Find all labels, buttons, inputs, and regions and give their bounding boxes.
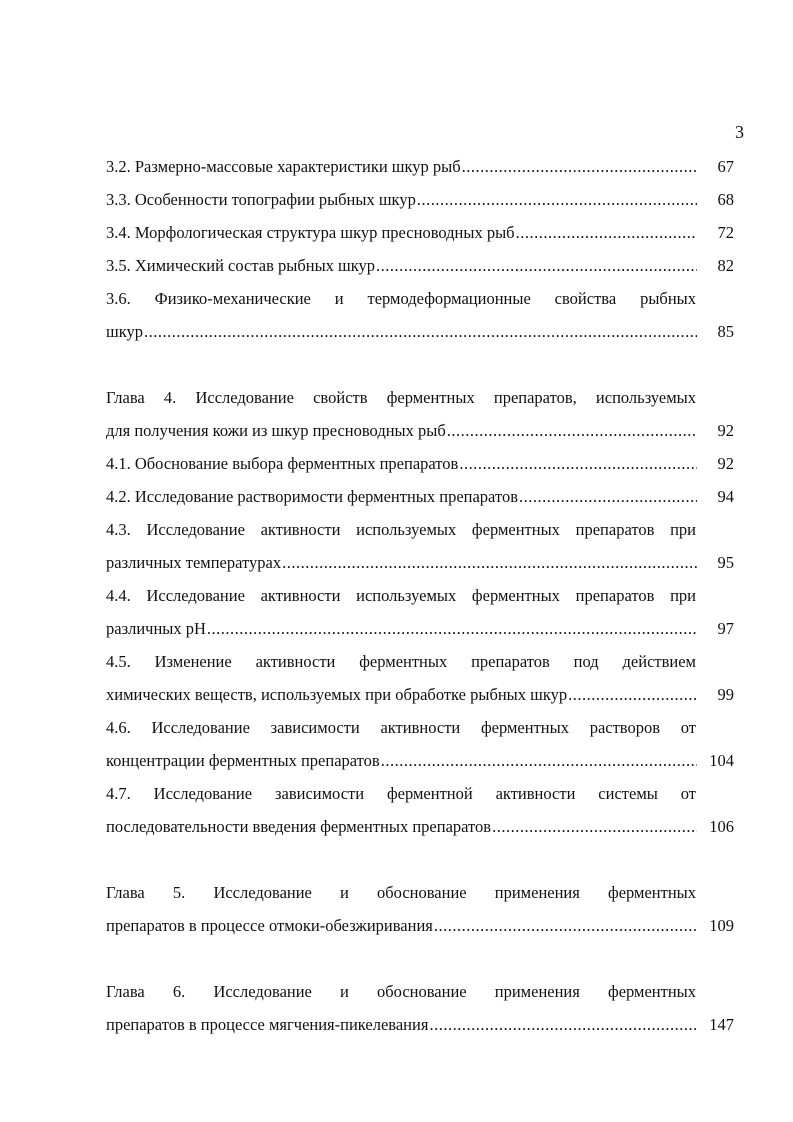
toc-page-number: 97: [717, 619, 734, 638]
toc-page-number: 95: [717, 553, 734, 572]
toc-entry-4-4[interactable]: [106, 579, 734, 645]
toc-entry-title: шкур: [106, 322, 143, 341]
toc-page-number: 82: [717, 256, 734, 275]
toc-entry-chapter-6[interactable]: [106, 975, 734, 1041]
toc-entry-title: для получения кожи из шкур пресноводных рыб: [106, 421, 446, 440]
toc-entry-4-2[interactable]: [106, 480, 734, 513]
toc-entry-title-lead: Глава 5. Исследование и обоснование применения ферментных: [106, 883, 696, 902]
toc-entry-title: 3.5. Химический состав рыбных шкур: [106, 256, 376, 275]
toc-entry-title: различных температурах: [106, 553, 282, 572]
toc-entry-title: последовательности введения ферментных препаратов: [106, 817, 492, 836]
toc-entry-title-lead: 4.3. Исследование активности используемых ферментных препаратов при: [106, 520, 696, 539]
toc-entry-title: 4.1. Обоснование выбора ферментных препаратов: [106, 454, 459, 473]
toc-entry-title: 4.2. Исследование растворимости ферментных препаратов: [106, 487, 518, 506]
toc-entry-title-lead: 4.4. Исследование активности используемых ферментных препаратов при: [106, 586, 696, 605]
toc-entry-title: препаратов в процессе мягчения-пикелевания: [106, 1015, 429, 1034]
dot-leader: [447, 414, 697, 447]
toc-page-number: 109: [709, 916, 734, 935]
dot-leader: [207, 612, 697, 645]
toc-entry-4-7[interactable]: [106, 777, 734, 843]
toc-entry-title: 3.4. Морфологическая структура шкур пресноводных рыб: [106, 223, 515, 242]
toc-entry-3-3[interactable]: [106, 183, 734, 216]
dot-leader: [492, 810, 697, 843]
toc-page-number: 68: [717, 190, 734, 209]
toc-entry-title: концентрации ферментных препаратов: [106, 751, 380, 770]
toc-page-number: 72: [717, 223, 734, 242]
toc-page-number: 92: [717, 454, 734, 473]
toc-entry-3-4[interactable]: [106, 216, 734, 249]
dot-leader: [282, 546, 697, 579]
toc-entry-title: различных рН: [106, 619, 206, 638]
toc-entry-3-2[interactable]: [106, 150, 734, 183]
toc-entry-chapter-5[interactable]: [106, 876, 734, 942]
toc-entry-4-3[interactable]: [106, 513, 734, 579]
toc-entry-chapter-4[interactable]: [106, 381, 734, 447]
dot-leader: [144, 315, 697, 348]
table-of-contents: [106, 150, 734, 1041]
toc-entry-title-lead: 3.6. Физико-механические и термодеформационные свойства рыбных: [106, 289, 696, 308]
dot-leader: [376, 249, 697, 282]
toc-page-number: 104: [709, 751, 734, 770]
toc-entry-3-6[interactable]: [106, 282, 734, 348]
dot-leader: [381, 744, 697, 777]
dot-leader: [429, 1008, 697, 1041]
dot-leader: [417, 183, 697, 216]
dot-leader: [516, 216, 697, 249]
toc-entry-title: химических веществ, используемых при обработке рыбных шкур: [106, 685, 568, 704]
dot-leader: [519, 480, 697, 513]
toc-entry-4-5[interactable]: [106, 645, 734, 711]
toc-entry-title-lead: 4.6. Исследование зависимости активности ферментных растворов от: [106, 718, 696, 737]
toc-page-number: 106: [709, 817, 734, 836]
toc-entry-title-lead: Глава 4. Исследование свойств ферментных препаратов, используемых: [106, 388, 696, 407]
toc-page-number: 67: [717, 157, 734, 176]
toc-page-number: 92: [717, 421, 734, 440]
toc-entry-title: 3.2. Размерно-массовые характеристики шкур рыб: [106, 157, 461, 176]
toc-page-number: 85: [717, 322, 734, 341]
toc-entry-title-lead: 4.5. Изменение активности ферментных препаратов под действием: [106, 652, 696, 671]
dot-leader: [459, 447, 697, 480]
toc-entry-title: препаратов в процессе отмоки-обезжиривания: [106, 916, 433, 935]
page-number: 3: [735, 122, 744, 142]
toc-entry-title: 3.3. Особенности топографии рыбных шкур: [106, 190, 416, 209]
toc-entry-title-lead: 4.7. Исследование зависимости ферментной активности системы от: [106, 784, 696, 803]
toc-page-number: 147: [709, 1015, 734, 1034]
toc-entry-title-lead: Глава 6. Исследование и обоснование применения ферментных: [106, 982, 696, 1001]
dot-leader: [462, 150, 697, 183]
dot-leader: [434, 909, 697, 942]
toc-page-number: 94: [717, 487, 734, 506]
toc-entry-3-5[interactable]: [106, 249, 734, 282]
toc-page-number: 99: [717, 685, 734, 704]
toc-entry-4-1[interactable]: [106, 447, 734, 480]
dot-leader: [568, 678, 697, 711]
toc-entry-4-6[interactable]: [106, 711, 734, 777]
